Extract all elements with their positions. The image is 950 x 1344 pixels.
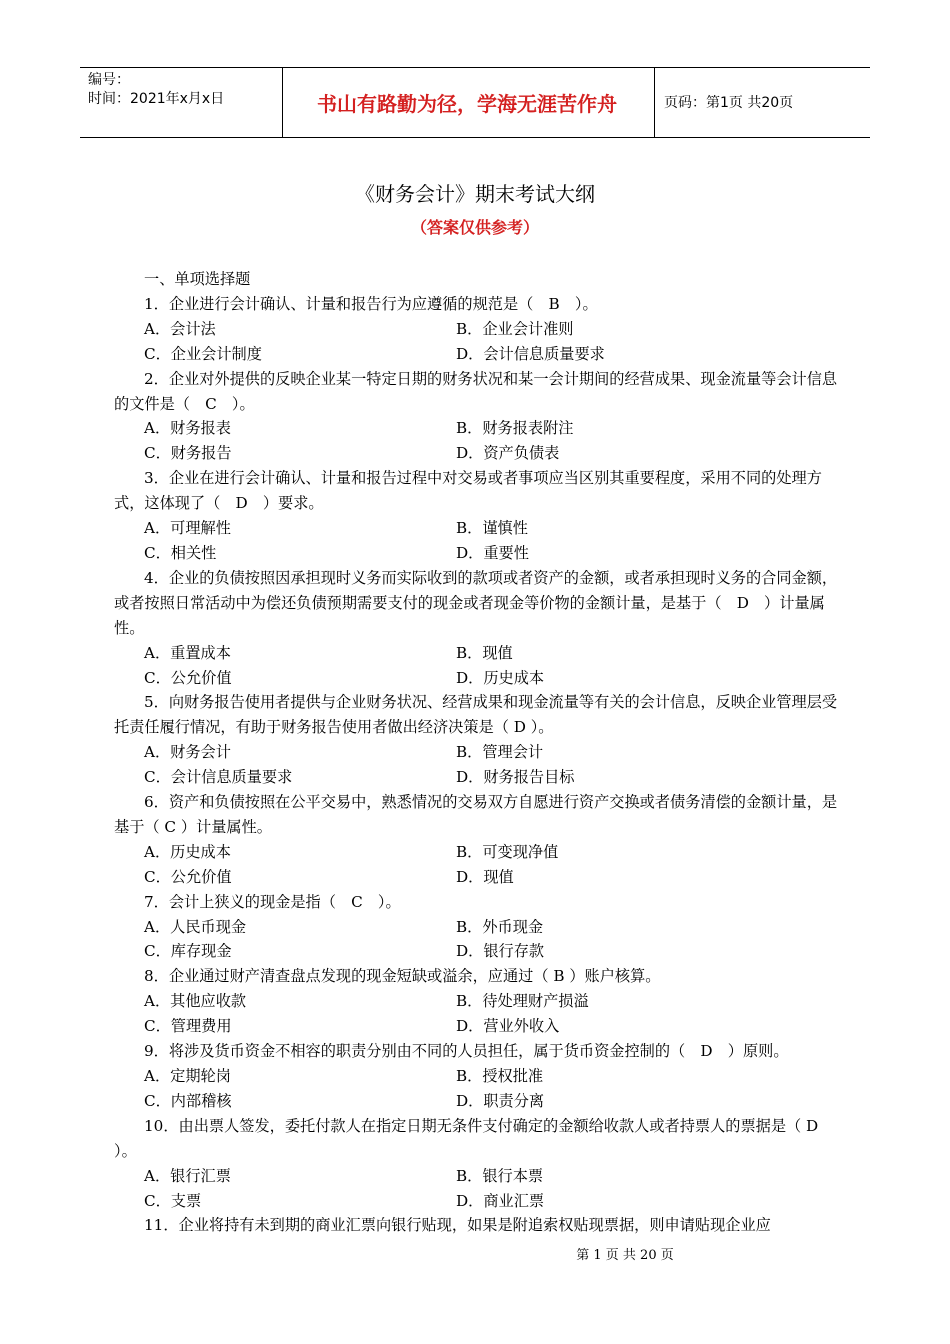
document-body (114, 267, 838, 1238)
option-text: B．授权批准 (456, 1067, 544, 1085)
option-row (114, 740, 838, 765)
header-left-cell (88, 71, 224, 109)
option-text: A．可理解性 (144, 519, 231, 538)
page-footer: 第 1 页 共 20 页 (576, 1248, 674, 1263)
option-text: D．财务报告目标 (456, 768, 575, 787)
question-text: 10．由出票人签发，委托付款人在指定日期无条件支付确定的金额给收款人或者持票人的票据是（ D ）。 (114, 1116, 819, 1160)
option-text: B．财务报表附注 (456, 419, 574, 438)
option-row (114, 666, 838, 691)
question-text: 5．向财务报告使用者提供与企业财务状况、经营成果和现金流量等有关的会计信息，反映企业管理层受托责任履行情况，有助于财务报告使用者做出经济决策是（ D ）。 (114, 693, 838, 737)
option-text: A．银行汇票 (144, 1166, 231, 1185)
option-text: B．外币现金 (456, 917, 544, 936)
question-text: 3．企业在进行会计确认、计量和报告过程中对交易或者事项应当区别其重要程度，采用不同的处理方式，这体现了（ D ）要求。 (114, 469, 822, 513)
question-text: 6．资产和负债按照在公平交易中，熟悉情况的交易双方自愿进行资产交换或者债务清偿的金额计量，是基于（ C ）计量属性。 (114, 793, 838, 836)
document-subtitle: （答案仅供参考） (410, 218, 539, 237)
option-text: C．会计信息质量要求 (144, 768, 293, 787)
option-row (114, 989, 838, 1014)
option-text: C．内部稽核 (144, 1091, 232, 1110)
option-text: B．待处理财产损溢 (456, 992, 589, 1011)
option-text: B．银行本票 (456, 1166, 544, 1185)
option-text: B．可变现净值 (456, 842, 559, 861)
option-text: D．资产负债表 (456, 444, 560, 463)
time-label: 时间：2021年x月x日 (88, 91, 225, 107)
option-text: D．银行存款 (456, 942, 545, 961)
option-text: B．谨慎性 (456, 519, 528, 538)
option-text: D．现值 (456, 867, 514, 886)
option-row (114, 441, 838, 466)
option-row (114, 915, 838, 940)
motto: 书山有路勤为径，学海无涯苦作舟 (317, 92, 617, 116)
option-text: B．企业会计准则 (456, 319, 574, 338)
option-text: D．历史成本 (456, 668, 545, 687)
option-row (114, 1064, 838, 1089)
question-text: 11．企业将持有未到期的商业汇票向银行贴现，如果是附追索权贴现票据，则申请贴现企业应 (144, 1216, 771, 1235)
question-text: 2．企业对外提供的反映企业某一特定日期的财务状况和某一会计期间的经营成果、现金流量等会计信息的文件是（ C ）。 (114, 369, 838, 413)
page-info: 页码：第1页 共20页 (664, 95, 794, 111)
option-row (114, 317, 838, 342)
question-text: 4．企业的负债按照因承担现时义务而实际收到的款项或者资产的金额，或者承担现时义务的合同金额，或者按照日常活动中为偿还负债预期需要支付的现金或者现金等价物的金额计量，是基于（ D ）计量属性。 (114, 568, 838, 637)
option-text: C．公允价值 (144, 867, 232, 886)
option-text: A．其他应收款 (144, 992, 247, 1011)
option-row (114, 641, 838, 666)
option-text: C．财务报告 (144, 444, 232, 463)
option-text: A．定期轮岗 (144, 1067, 231, 1085)
option-text: C．支票 (144, 1191, 202, 1210)
option-row (114, 416, 838, 441)
option-text: C．库存现金 (144, 942, 232, 961)
header-table (80, 67, 870, 138)
option-text: D．营业外收入 (456, 1017, 560, 1036)
option-text: A．会计法 (144, 319, 216, 338)
option-text: A．财务会计 (144, 743, 231, 762)
question-text: 7．会计上狭义的现金是指（ C ）。 (144, 892, 401, 911)
option-row (114, 1089, 838, 1114)
option-row (114, 840, 838, 865)
option-text: A．人民币现金 (144, 917, 247, 936)
option-text: C．管理费用 (144, 1017, 232, 1036)
number-label: 编号： (88, 72, 130, 88)
option-text: B．现值 (456, 643, 513, 662)
question-text: 8．企业通过财产清查盘点发现的现金短缺或溢余，应通过（ B ）账户核算。 (144, 967, 661, 986)
option-text: C．相关性 (144, 543, 217, 562)
option-text: C．公允价值 (144, 668, 232, 687)
option-text: C．企业会计制度 (144, 344, 262, 363)
option-text: B．管理会计 (456, 743, 544, 762)
option-row (114, 765, 838, 790)
option-text: A．财务报表 (144, 419, 231, 438)
option-text: D．商业汇票 (456, 1191, 545, 1210)
option-row (114, 541, 838, 566)
option-row (114, 342, 838, 367)
section-heading: 一、单项选择题 (144, 270, 251, 288)
option-text: A．重置成本 (144, 643, 231, 662)
question-text: 1．企业进行会计确认、计量和报告行为应遵循的规范是（ B ）。 (144, 294, 598, 313)
header-divider (654, 68, 655, 137)
option-row (114, 1164, 838, 1189)
question-text: 9．将涉及货币资金不相容的职责分别由不同的人员担任，属于货币资金控制的（ D ）原则。 (144, 1042, 789, 1061)
option-row (114, 865, 838, 890)
question-list (114, 292, 838, 1238)
option-row (114, 939, 838, 964)
option-row (114, 516, 838, 541)
option-text: D．会计信息质量要求 (456, 344, 605, 363)
option-text: D．职责分离 (456, 1091, 545, 1110)
document-title: 《财务会计》期末考试大纲 (355, 182, 595, 206)
option-text: D．重要性 (456, 543, 529, 562)
option-row (114, 1014, 838, 1039)
option-text: A．历史成本 (144, 842, 231, 861)
option-row (114, 1189, 838, 1214)
